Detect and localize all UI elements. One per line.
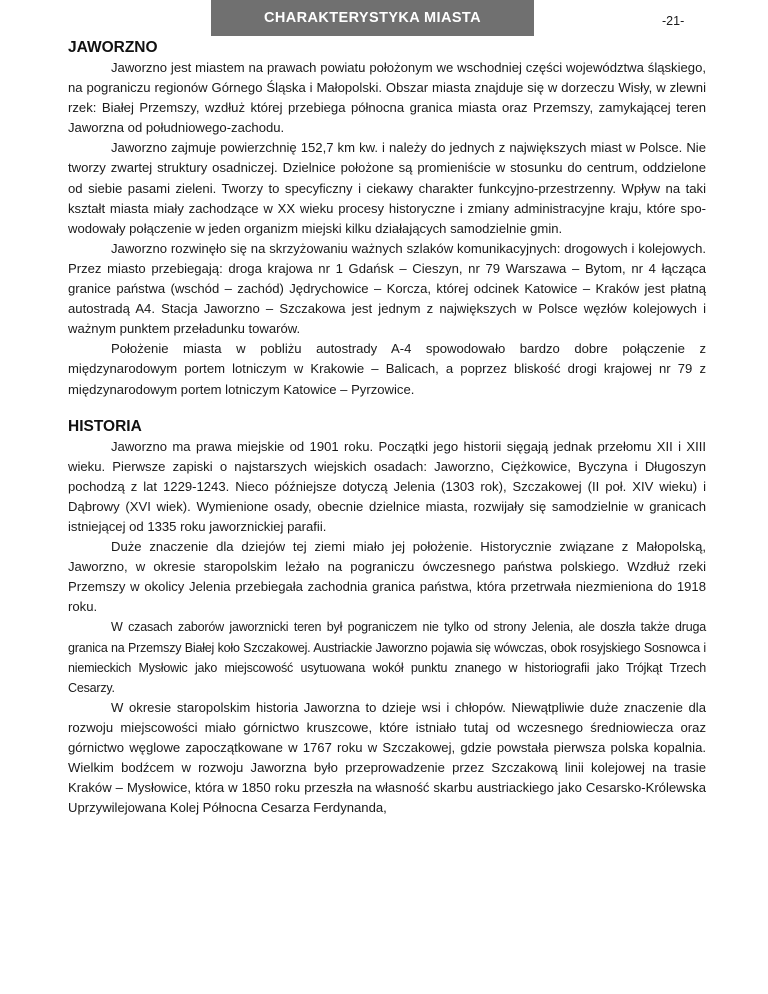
- paragraph: Jaworzno rozwinęło się na skrzyżowaniu ważnych szlaków komunikacyjnych: drogowych i kolejowych. Przez miasto przebiegają: droga krajowa nr 1 Gdańsk – Cieszyn, nr 79 Warszawa – Bytom, nr 4 łącząca granice państwa (wschód – zachód) Jędrychowice – Korcza, której odcinek Katowice – Kraków jest płatną autostradą A4. Stacja Jaworzno – Szczakowa jest jednym z największych w Polsce węzłów kolejowych i ważnym punktem przeładunku towarów.: [68, 240, 706, 337]
- paragraph: Jaworzno jest miastem na prawach powiatu położonym we wschodniej części województwa śląskiego, na pograniczu regionów Górnego Śląska i Małopolski. Obszar miasta znajduje się w dorzeczu Wisły, w zlewni rzek: Białej Przemszy, wzdłuż której przebiega północna granica miasta oraz Przemszy, zamykającej teren Jaworzna od południowego-zachodu.: [68, 60, 706, 136]
- paragraph: Jaworzno ma prawa miejskie od 1901 roku. Początki jego historii sięgają jednak przełomu XII i XIII wieku. Pierwsze zapiski o najstarszych wiejskich osadach: Jaworzno, Ciężkowice, Byczyna i Długoszyn pochodzą z lat 1229-1243. Nieco późniejsze dotyczą Jelenia (1303 rok), Szczakowej (II poł. XIV wieku) i Dąbrowy (XVI wiek). Wymienione osady, obecnie dzielnice miasta, rozwijały się samodzielnie w granicach istniejącej od 1335 roku jaworznickiej parafii.: [68, 438, 706, 534]
- paragraph: Jaworzno zajmuje powierzchnię 152,7 km kw. i należy do jednych z największych miast w Polsce. Nie tworzy zwartej struktury osadniczej. Dzielnice położone są promieniście w stosunku do centrum, oddzielone od siebie pasami zieleni. Tworzy to specyficzny i ciekawy charakter funkcyjno-przestrzenny. Wpływ na taki kształt miasta miały zachodzące w XX wieku procesy historyczne i zmiany administracyjne kraju, które spowodowały połączenie w jeden organizm miejski kilku działających samodzielnie gmin.: [68, 140, 706, 236]
- paragraph: W okresie staropolskim historia Jaworzna to dzieje wsi i chłopów. Niewątpliwie duże znaczenie dla rozwoju miejscowości miało górnictwo kruszcowe, które istniało tutaj od wczesnego średniowiecza oraz górnictwo węglowe zapoczątkowane w 1767 roku w Szczakowej, gdzie powstała pierwsza polska kopalnia. Wielkim bodźcem w rozwoju Jaworzna było przeprowadzenie przez Szczakową linii kolejowej na trasie Kraków – Mysłowice, która w 1850 roku przeszła na własność skarbu austriackiego jako Cesarsko-Królewska Uprzywilejowana Kolej Północna Cesarza Ferdynanda,: [68, 699, 706, 816]
- section-heading-historia: HISTORIA: [68, 417, 142, 435]
- running-header-title: CHARAKTERYSTYKA MIASTA: [264, 10, 481, 26]
- page-body: [68, 38, 706, 818]
- paragraph: Położenie miasta w pobliżu autostrady A-4 spowodowało bardzo dobre połączenie z międzynarodowym portem lotniczym w Krakowie – Balicach, a poprzez bliskość drogi krajowej nr 79 z międzynarodowym portem lotniczym Katowice – Pyrzowice.: [68, 341, 706, 397]
- paragraph: W czasach zaborów jaworznicki teren był pograniczem nie tylko od strony Jelenia, ale doszła także druga granica na Przemszy Białej koło Szczakowej. Austriackie Jaworzno pojawia się wówczas, obok rosyjskiego Sosnowca i niemieckich Mysłowic jako miejscowość usytuowana wokół punktu znanego w historiografii jako Trójkąt Trzech Cesarzy.: [68, 620, 706, 695]
- paragraph: Duże znaczenie dla dziejów tej ziemi miało jej położenie. Historycznie związane z Małopolską, Jaworzno, w okresie staropolskim leżało na pograniczu ówczesnego państwa polskiego. Wzdłuż rzeki Przemszy w okolicy Jelenia przebiegała zachodnia granica państwa, która przetrwała niezmieniona do 1918 roku.: [68, 539, 706, 615]
- page-number: -21-: [662, 14, 685, 28]
- header-band: [211, 0, 534, 36]
- section-heading-jaworzno: JAWORZNO: [68, 39, 158, 56]
